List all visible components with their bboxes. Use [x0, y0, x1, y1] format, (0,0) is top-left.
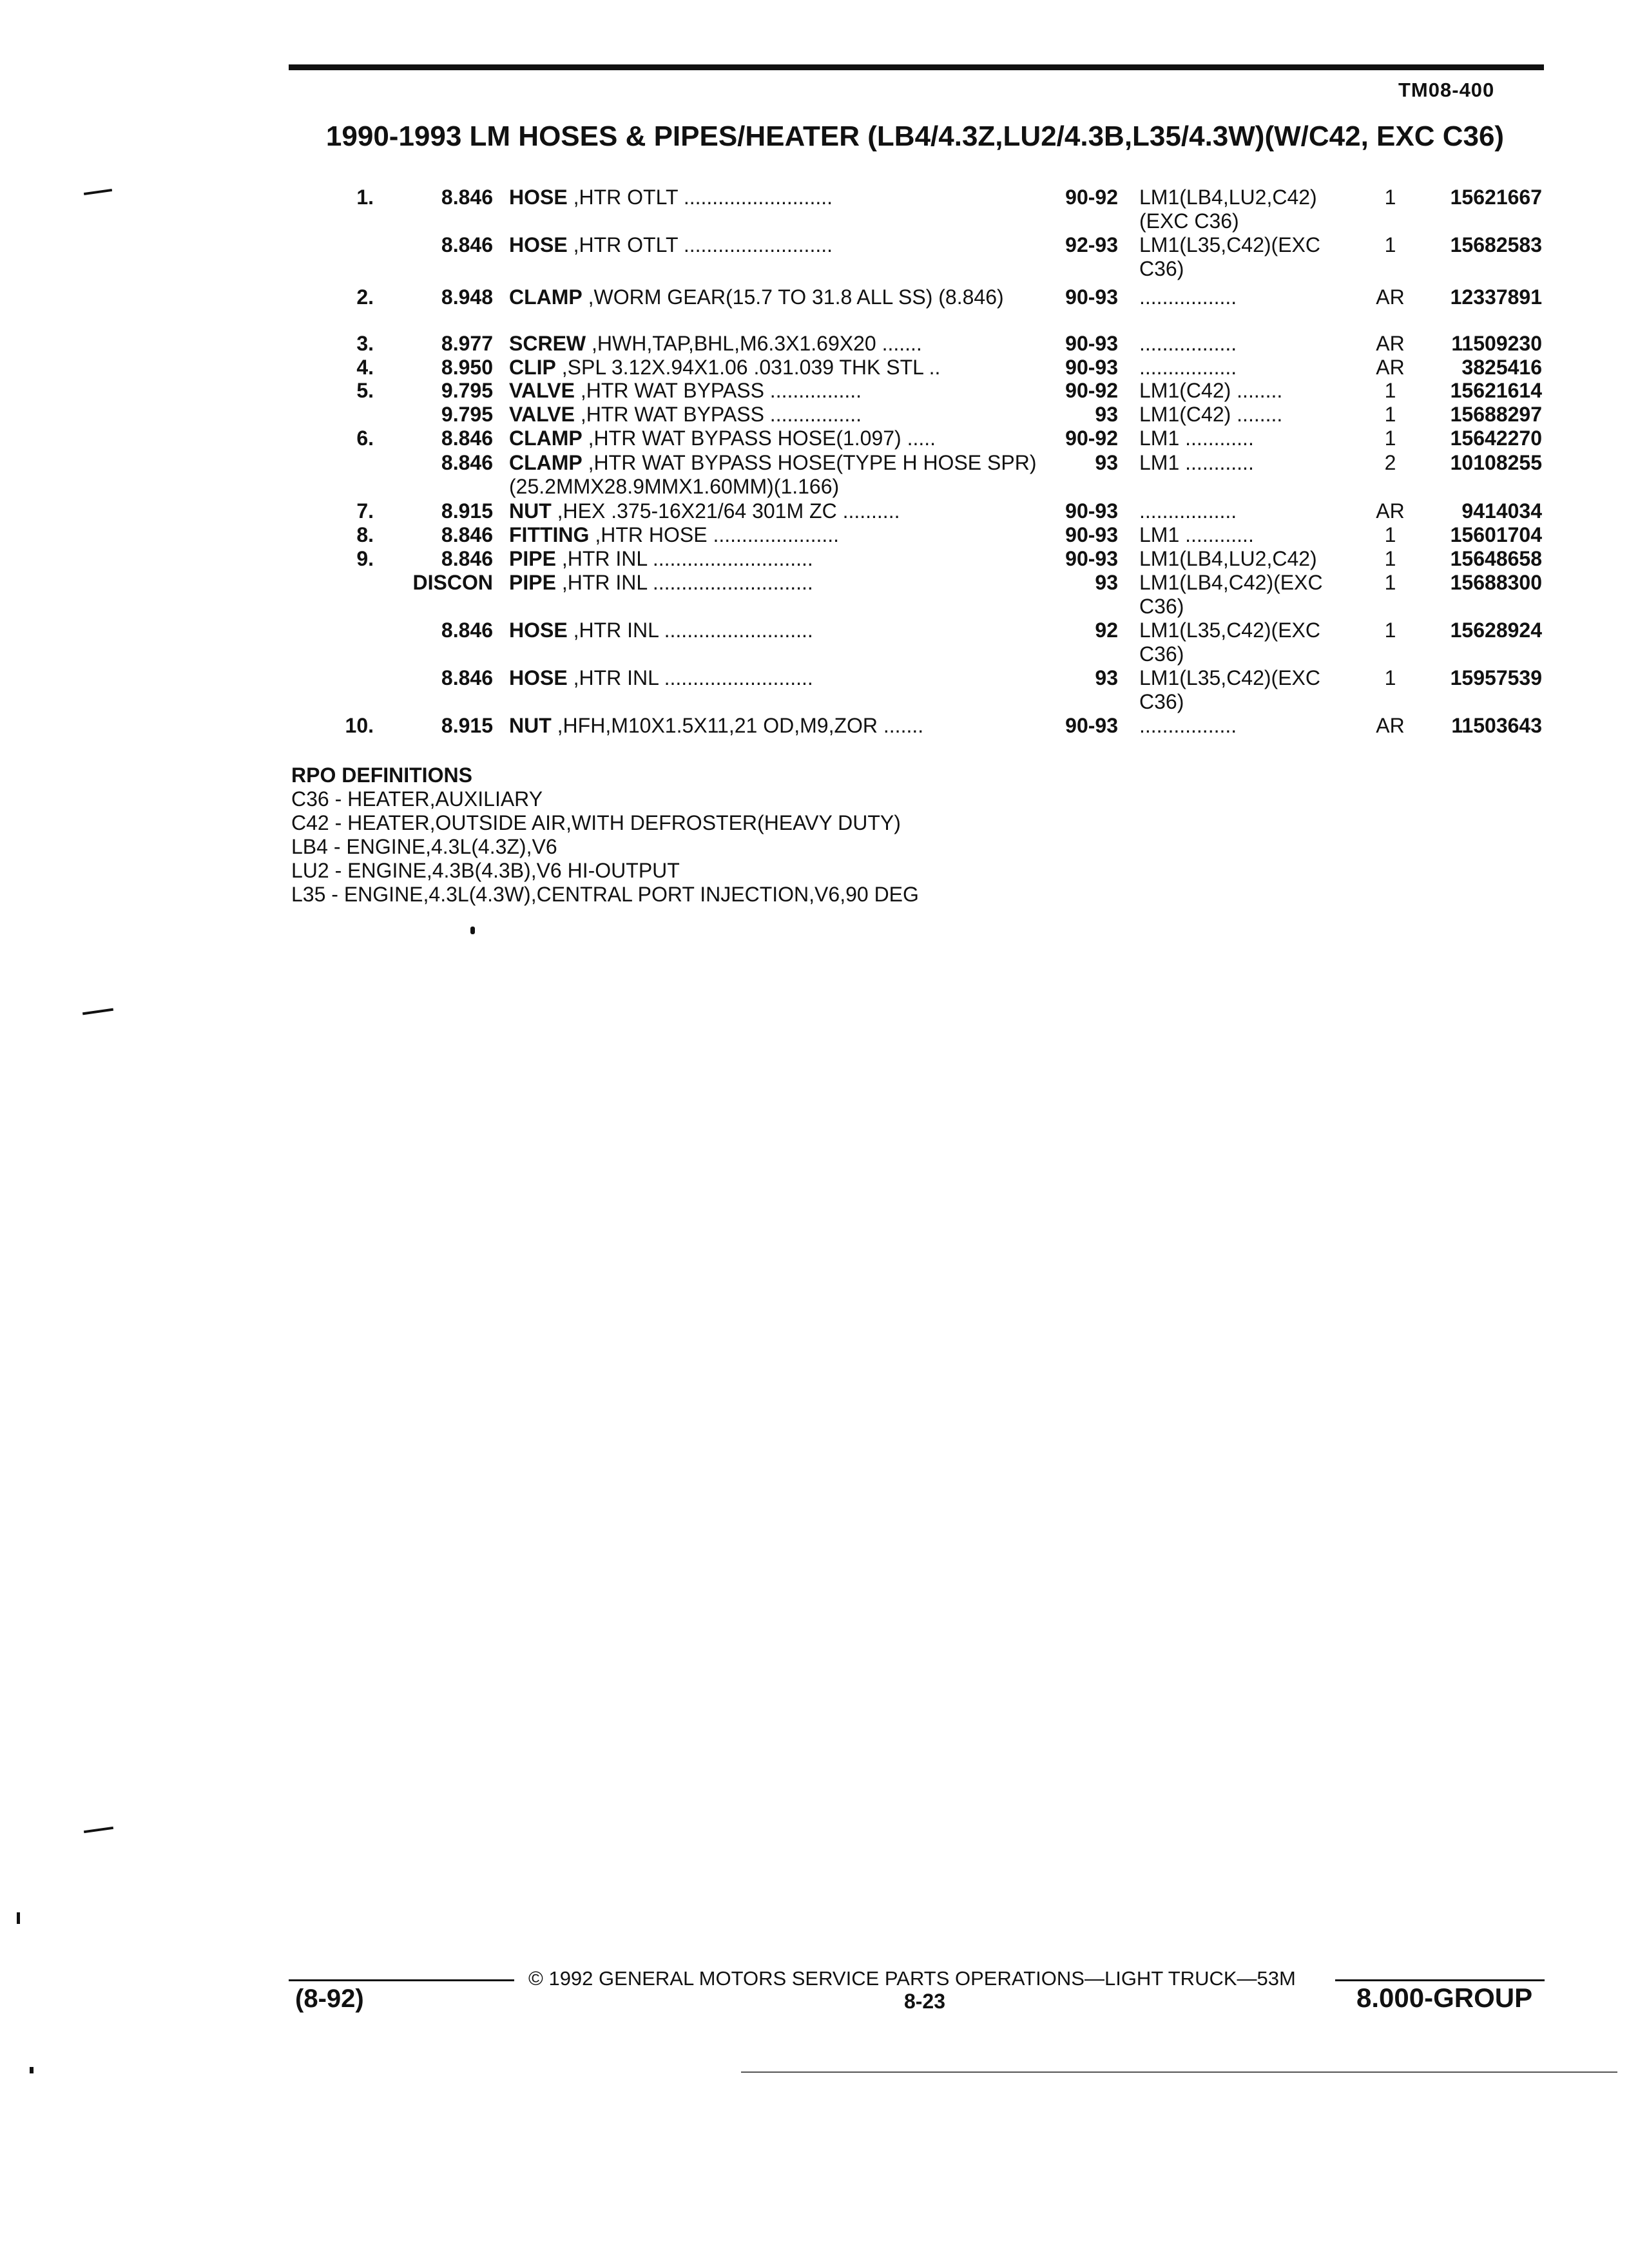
part-description: [509, 285, 1047, 309]
part-description: [509, 619, 1047, 642]
part-detail: ,SPL 3.12X.94X1.06 .031.039 THK STL ..: [555, 356, 941, 379]
part-detail: ,HTR OTLT ..........................: [567, 233, 833, 256]
group-number: 8.846: [441, 523, 493, 546]
part-number: 15688297: [1450, 403, 1542, 426]
part-name: HOSE: [509, 233, 568, 256]
part-name: CLAMP: [509, 427, 583, 450]
part-name: HOSE: [509, 186, 568, 209]
model-years: 90-93: [1065, 523, 1118, 546]
part-number: 15628924: [1450, 619, 1542, 642]
part-detail: ,HTR INL ..........................: [567, 619, 813, 642]
parts-list: [0, 0, 1629, 747]
group-number: 8.915: [441, 499, 493, 523]
quantity: 1: [1384, 379, 1396, 402]
group-number: DISCON: [412, 571, 493, 594]
group-number: 8.846: [441, 619, 493, 642]
scan-speck: [470, 927, 475, 934]
quantity: 1: [1384, 233, 1396, 256]
group-number: 8.846: [441, 547, 493, 570]
part-description: [509, 379, 1047, 403]
group-number: 8.915: [441, 714, 493, 737]
part-description: [509, 403, 1047, 427]
part-detail: ,WORM GEAR(15.7 TO 31.8 ALL SS) (8.846): [582, 285, 1004, 309]
part-detail: ,HTR WAT BYPASS ................: [574, 379, 862, 402]
group-number: 8.948: [441, 285, 493, 309]
scan-edge-line: [741, 2071, 1617, 2073]
part-name: FITTING: [509, 523, 590, 546]
usage-code: LM1 ............: [1139, 523, 1254, 546]
part-number: 9414034: [1461, 499, 1542, 523]
part-number: 15648658: [1450, 547, 1542, 570]
part-number: 15682583: [1450, 233, 1542, 256]
footer-group: 8.000-GROUP: [1356, 1983, 1533, 2013]
group-number: 8.846: [441, 451, 493, 474]
model-years: 93: [1095, 403, 1118, 426]
model-years: 90-92: [1065, 186, 1118, 209]
group-number: 8.950: [441, 356, 493, 379]
ref-number: 6.: [356, 427, 374, 450]
usage-code: LM1(L35,C42)(EXC C36): [1139, 666, 1320, 713]
footer-copyright: © 1992 GENERAL MOTORS SERVICE PARTS OPERATIONS—LIGHT TRUCK—53M: [528, 1967, 1296, 1990]
part-name: SCREW: [509, 332, 586, 355]
ref-number: 7.: [356, 499, 374, 523]
quantity: 1: [1384, 523, 1396, 546]
part-name: PIPE: [509, 571, 556, 594]
part-number: 15642270: [1450, 427, 1542, 450]
model-years: 90-93: [1065, 714, 1118, 737]
part-detail: ,HWH,TAP,BHL,M6.3X1.69X20 .......: [586, 332, 922, 355]
part-detail: ,HTR WAT BYPASS HOSE(1.097) .....: [582, 427, 936, 450]
usage-code: LM1 ............: [1139, 427, 1254, 450]
footer-rule-right: [1335, 1979, 1545, 1981]
quantity: AR: [1376, 332, 1405, 355]
group-number: 9.795: [441, 379, 493, 402]
quantity: AR: [1376, 356, 1405, 379]
part-number: 11503643: [1451, 714, 1542, 737]
group-number: 8.846: [441, 427, 493, 450]
part-name: CLIP: [509, 356, 556, 379]
part-number: 15621614: [1450, 379, 1542, 402]
model-years: 93: [1095, 666, 1118, 689]
usage-code: LM1(C42) ........: [1139, 379, 1283, 402]
model-years: 90-93: [1065, 332, 1118, 355]
ref-number: 10.: [345, 714, 374, 737]
part-description: [509, 427, 1047, 450]
model-years: 92-93: [1065, 233, 1118, 256]
part-description: [509, 332, 1047, 356]
group-number: 9.795: [441, 403, 493, 426]
rpo-definitions: [291, 764, 919, 907]
part-detail: ,HEX .375-16X21/64 301M ZC ..........: [551, 499, 900, 523]
part-detail: ,HFH,M10X1.5X11,21 OD,M9,ZOR .......: [551, 714, 924, 737]
scan-mark: [82, 1008, 113, 1015]
part-number: 15688300: [1450, 571, 1542, 594]
part-description: [509, 523, 1047, 547]
model-years: 93: [1095, 451, 1118, 474]
usage-code: .................: [1139, 356, 1237, 379]
model-years: 92: [1095, 619, 1118, 642]
part-name: NUT: [509, 499, 552, 523]
rpo-item: C36 - HEATER,AUXILIARY: [291, 787, 543, 811]
part-number: 11509230: [1451, 332, 1542, 355]
model-years: 90-92: [1065, 427, 1118, 450]
group-number: 8.846: [441, 186, 493, 209]
scan-speck: [17, 1912, 20, 1924]
rpo-item: L35 - ENGINE,4.3L(4.3W),CENTRAL PORT INJECTION,V6,90 DEG: [291, 883, 919, 906]
part-number: 12337891: [1450, 285, 1542, 309]
scan-speck: [30, 2067, 34, 2073]
usage-code: LM1(C42) ........: [1139, 403, 1283, 426]
part-detail: ,HTR HOSE ......................: [589, 523, 840, 546]
quantity: 1: [1384, 186, 1396, 209]
part-description: [509, 356, 1047, 380]
usage-code: .................: [1139, 714, 1237, 737]
ref-number: 4.: [356, 356, 374, 379]
ref-number: 2.: [356, 285, 374, 309]
page-code: TM08-400: [1398, 79, 1495, 101]
ref-number: 9.: [356, 547, 374, 570]
usage-code: LM1(LB4,C42)(EXC C36): [1139, 571, 1323, 618]
usage-code: LM1(L35,C42)(EXC C36): [1139, 619, 1320, 666]
group-number: 8.846: [441, 666, 493, 689]
usage-code: .................: [1139, 332, 1237, 355]
part-description: [509, 714, 1047, 738]
quantity: AR: [1376, 285, 1405, 309]
model-years: 93: [1095, 571, 1118, 594]
ref-number: 5.: [356, 379, 374, 402]
group-number: 8.977: [441, 332, 493, 355]
rpo-item: C42 - HEATER,OUTSIDE AIR,WITH DEFROSTER(HEAVY DUTY): [291, 811, 901, 834]
footer-date: (8-92): [295, 1984, 364, 2013]
model-years: 90-92: [1065, 379, 1118, 402]
quantity: 1: [1384, 547, 1396, 570]
part-number: 10108255: [1450, 451, 1542, 474]
part-description: [509, 233, 1047, 257]
quantity: 1: [1384, 619, 1396, 642]
model-years: 90-93: [1065, 356, 1118, 379]
scan-mark: [84, 1827, 113, 1833]
part-detail: ,HTR OTLT ..........................: [567, 186, 833, 209]
part-number: 15601704: [1450, 523, 1542, 546]
usage-code: LM1(LB4,LU2,C42): [1139, 547, 1317, 570]
part-detail: ,HTR WAT BYPASS HOSE(TYPE H HOSE SPR)(25.2MMX28.9MMX1.60MM)(1.166): [509, 451, 1037, 498]
ref-number: 3.: [356, 332, 374, 355]
rpo-item: LU2 - ENGINE,4.3B(4.3B),V6 HI-OUTPUT: [291, 859, 680, 882]
quantity: 1: [1384, 403, 1396, 426]
ref-number: 1.: [356, 186, 374, 209]
usage-code: LM1(LB4,LU2,C42) (EXC C36): [1139, 186, 1317, 233]
group-number: 8.846: [441, 233, 493, 256]
part-name: PIPE: [509, 547, 556, 570]
part-description: [509, 571, 1047, 595]
part-number: 3825416: [1461, 356, 1542, 379]
usage-code: .................: [1139, 499, 1237, 523]
part-description: [509, 451, 1047, 499]
quantity: 1: [1384, 571, 1396, 594]
quantity: 1: [1384, 427, 1396, 450]
footer-page-number: 8-23: [903, 1990, 946, 2013]
page-title: 1990-1993 LM HOSES & PIPES/HEATER (LB4/4.3Z,LU2/4.3B,L35/4.3W)(W/C42, EXC C36): [325, 120, 1505, 152]
quantity: AR: [1376, 499, 1405, 523]
quantity: 2: [1384, 451, 1396, 474]
part-name: VALVE: [509, 379, 575, 402]
part-name: HOSE: [509, 619, 568, 642]
ref-number: 8.: [356, 523, 374, 546]
rpo-item: LB4 - ENGINE,4.3L(4.3Z),V6: [291, 835, 557, 858]
part-name: CLAMP: [509, 285, 583, 309]
model-years: 90-93: [1065, 547, 1118, 570]
part-description: [509, 186, 1047, 209]
usage-code: LM1 ............: [1139, 451, 1254, 474]
model-years: 90-93: [1065, 499, 1118, 523]
part-detail: ,HTR INL ............................: [555, 571, 813, 594]
part-detail: ,HTR WAT BYPASS ................: [574, 403, 862, 426]
part-description: [509, 666, 1047, 690]
part-description: [509, 547, 1047, 571]
rpo-title: RPO DEFINITIONS: [291, 764, 472, 787]
part-name: CLAMP: [509, 451, 583, 474]
quantity: 1: [1384, 666, 1396, 689]
part-name: HOSE: [509, 666, 568, 689]
part-number: 15621667: [1450, 186, 1542, 209]
quantity: AR: [1376, 714, 1405, 737]
part-number: 15957539: [1450, 666, 1542, 689]
model-years: 90-93: [1065, 285, 1118, 309]
part-detail: ,HTR INL ............................: [555, 547, 813, 570]
part-name: VALVE: [509, 403, 575, 426]
part-description: [509, 499, 1047, 523]
usage-code: LM1(L35,C42)(EXC C36): [1139, 233, 1320, 280]
usage-code: .................: [1139, 285, 1237, 309]
footer-rule-left: [289, 1979, 514, 1981]
part-name: NUT: [509, 714, 552, 737]
part-detail: ,HTR INL ..........................: [567, 666, 813, 689]
